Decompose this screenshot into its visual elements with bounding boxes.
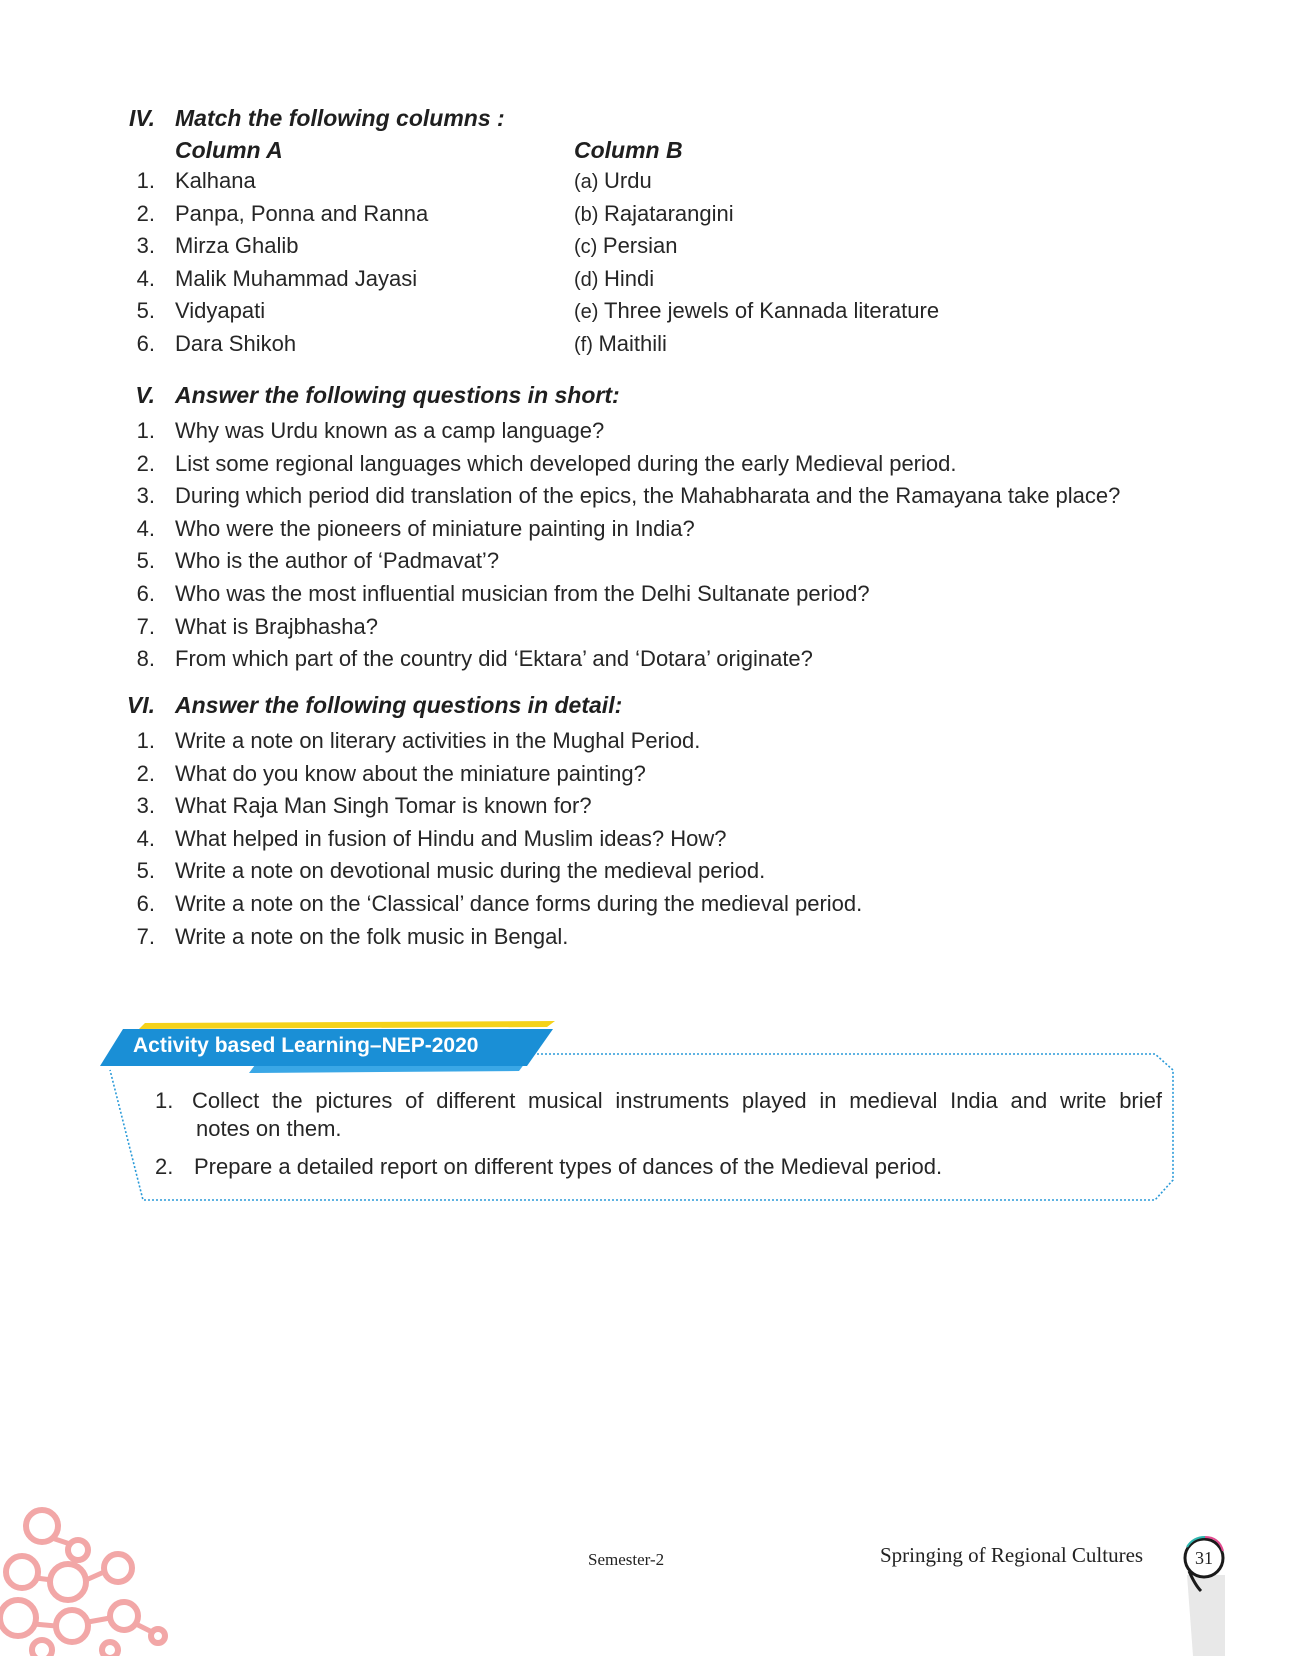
page-number: 31 [1195, 1548, 1213, 1568]
column-a-item-text: Malik Muhammad Jayasi [175, 265, 418, 291]
section-4-number: IV. [128, 105, 155, 131]
section-5-title: Answer the following questions in short: [175, 382, 620, 408]
column-a-item-number: 1. [136, 168, 155, 193]
detail-question-item-text: What Raja Man Singh Tomar is known for? [175, 793, 592, 819]
detail-question-item-text: What do you know about the miniature painting? [175, 760, 646, 786]
section-5-number: V. [135, 382, 155, 408]
short-question-item-number: 7. [136, 613, 155, 639]
detail-question-item-text: Write a note on devotional music during the medieval period. [175, 858, 766, 884]
detail-question-item-number: 6. [136, 891, 155, 916]
column-a-item-number: 4. [136, 265, 155, 291]
column-b-item-letter: (e) [574, 301, 604, 324]
detail-question-item-number: 5. [136, 858, 155, 884]
column-a-item-text: Kalhana [175, 168, 256, 193]
page-tab-grey [1187, 1575, 1225, 1656]
section-6-title: Answer the following questions in detail: [175, 692, 623, 718]
section-6-number: VI. [126, 692, 155, 718]
detail-question-item-text: Write a note on the ‘Classical’ dance forms during the medieval period. [175, 891, 863, 916]
column-a-item-text: Vidyapati [175, 298, 266, 324]
column-b-item [574, 168, 652, 194]
column-b-item-letter: (c) [574, 236, 603, 259]
column-b-item-letter: (d) [574, 268, 604, 291]
activity-item-1-number: 1. [155, 1088, 174, 1113]
page-number-tab [1175, 1525, 1235, 1656]
short-question-item-number: 1. [136, 418, 155, 443]
short-question-item-number: 4. [136, 515, 155, 541]
short-question-item-number: 5. [136, 548, 155, 574]
short-question-item-text: Why was Urdu known as a camp language? [175, 418, 605, 443]
detail-question-item-number: 7. [136, 923, 155, 949]
detail-question-item-number: 1. [136, 728, 155, 753]
short-question-item-number: 8. [136, 646, 155, 672]
column-b-item-text: Persian [602, 233, 678, 259]
footer-semester: Semester-2 [588, 1550, 665, 1569]
short-question-item-text: List some regional languages which developed during the early Medieval period. [175, 450, 957, 476]
column-a-item-number: 5. [136, 298, 155, 324]
column-b-item-text: Three jewels of Kannada literature [604, 298, 940, 324]
activity-item-1-line1: Collect the pictures of different musical instruments played in medieval India and write brief [192, 1088, 1162, 1113]
short-question-item-text: During which period did translation of the epics, the Mahabharata and the Ramayana take place? [175, 483, 1121, 509]
activity-item-2-number: 2. [155, 1154, 174, 1179]
column-b-header: Column B [574, 137, 683, 163]
column-a-item-number: 3. [136, 233, 155, 259]
activity-item-1-line2: notes on them. [196, 1116, 342, 1141]
column-b-item [574, 266, 654, 292]
column-a-item-text: Panpa, Ponna and Ranna [175, 200, 429, 226]
short-question-item-text: Who was the most influential musician from the Delhi Sultanate period? [175, 581, 870, 606]
detail-question-item-number: 3. [136, 793, 155, 819]
short-question-item-number: 3. [136, 483, 155, 509]
column-b-item-text: Maithili [598, 331, 667, 356]
column-b-item-letter: (f) [574, 334, 599, 356]
detail-question-item-text: Write a note on the folk music in Bengal. [175, 923, 569, 949]
column-b-item [574, 233, 677, 259]
column-a-item-number: 6. [136, 331, 155, 356]
short-question-item-text: Who were the pioneers of miniature painting in India? [175, 515, 695, 541]
column-b-item-letter: (a) [574, 171, 604, 193]
section-4-title: Match the following columns : [175, 105, 505, 131]
column-a-item-number: 2. [136, 200, 155, 226]
column-b-item [574, 298, 939, 324]
column-a-item-text: Dara Shikoh [175, 331, 297, 356]
column-b-item-text: Rajatarangini [604, 200, 734, 226]
short-question-item-text: From which part of the country did ‘Ektara’ and ‘Dotara’ originate? [175, 646, 813, 672]
column-b-item [574, 331, 667, 357]
activity-item-2-line1: Prepare a detailed report on different types of dances of the Medieval period. [194, 1154, 943, 1179]
short-question-item-number: 6. [136, 581, 155, 606]
footer-chapter-title: Springing of Regional Cultures [880, 1543, 1144, 1567]
detail-question-item-number: 4. [136, 825, 155, 851]
column-b-item-text: Hindi [604, 265, 655, 291]
detail-question-item-text: What helped in fusion of Hindu and Muslim ideas? How? [175, 825, 727, 851]
detail-question-item-number: 2. [136, 760, 155, 786]
short-question-item-number: 2. [136, 450, 155, 476]
activity-yellow-strip [139, 1021, 555, 1029]
column-b-item-text: Urdu [604, 168, 652, 193]
column-b-item-letter: (b) [574, 203, 604, 226]
decorative-circles [0, 1500, 180, 1656]
column-a-item-text: Mirza Ghalib [175, 233, 299, 259]
column-a-header: Column A [175, 137, 283, 163]
activity-title: Activity based Learning–NEP-2020 [133, 1034, 479, 1057]
detail-question-item-text: Write a note on literary activities in the Mughal Period. [175, 728, 701, 753]
short-question-item-text: Who is the author of ‘Padmavat’? [175, 548, 500, 574]
short-question-item-text: What is Brajbhasha? [175, 613, 378, 639]
column-b-item [574, 201, 734, 227]
